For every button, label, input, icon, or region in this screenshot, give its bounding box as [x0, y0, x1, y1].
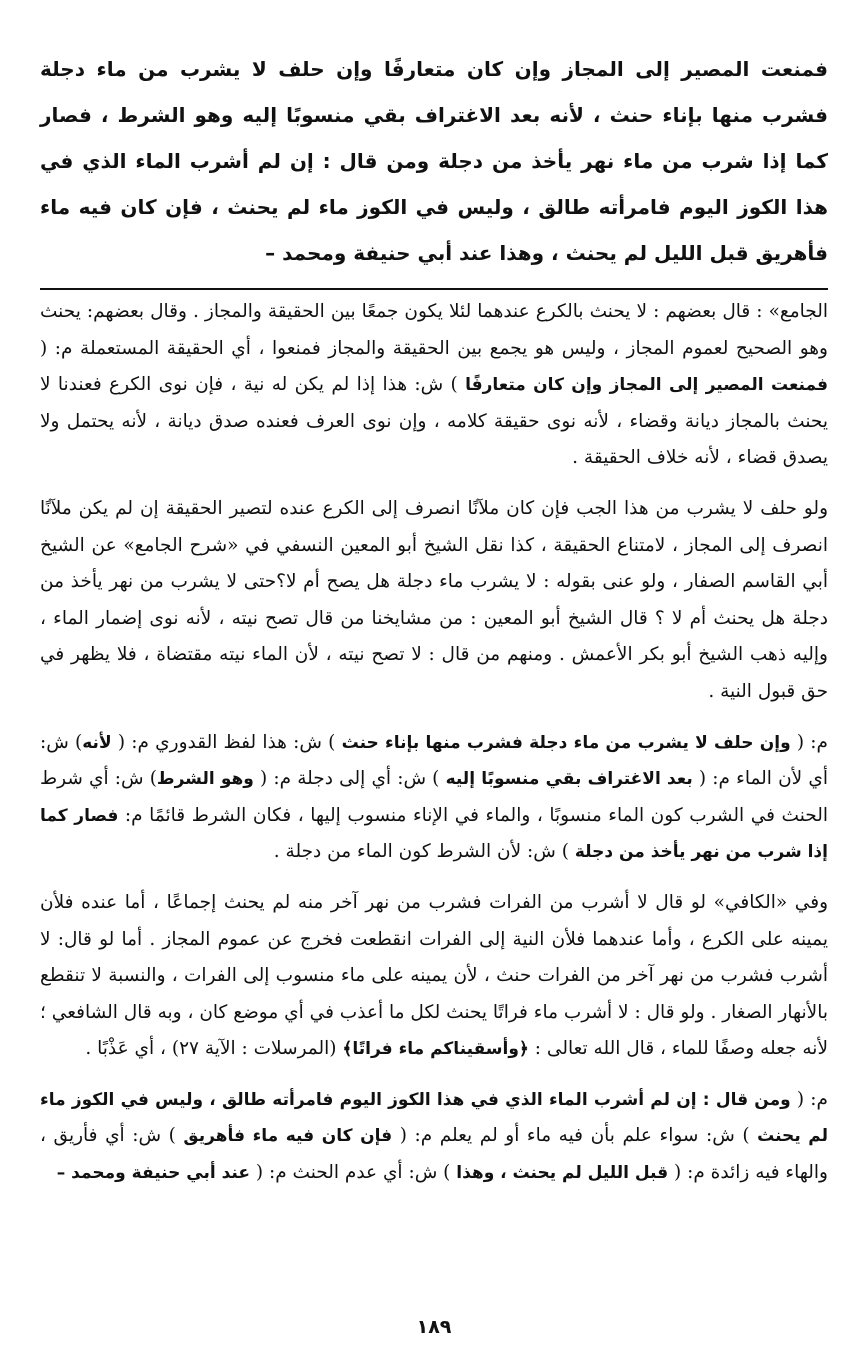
sharh-paragraph	[40, 725, 828, 871]
matn-text: فمنعت المصير إلى المجاز وإن كان متعارفًا وإن حلف لا يشرب من ماء دجلة فشرب منها بإناء حنث ، لأنه بعد الاغتراف بقي منسوبًا إليه وهو الشرط ، فصار كما إذا شرب من ماء نهر يأخذ من دجلة ومن قال : إن لم أشرب الماء الذي في هذا الكوز اليوم فامرأته طالق ، وليس في الكوز ماء لم يحنث ، فإن كان فيه ماء فأهريق قبل الليل لم يحنث ، وهذا عند أبي حنيفة ومحمد –	[40, 57, 828, 265]
sharh-text: الجامع» : قال بعضهم : لا يحنث بالكرع عندهما لئلا يكون جمعًا بين الحقيقة والمجاز . وقال بعضهم: يحنث وهو الصحيح لعموم المجاز ، وليس هو يجمع بين الحقيقة والمجاز فمنعوا ، أي الحقيقة المستعملة م: (	[40, 301, 828, 359]
sharh-paragraph	[40, 885, 828, 1068]
sharh-text: (المرسلات : الآية ٢٧) ، أي عَذْبًا .	[85, 1038, 337, 1060]
page-number: ١٨٩	[416, 1316, 452, 1338]
sharh-text: ) ش: أي عدم الحنث م: (	[255, 1162, 451, 1184]
sharh-text: ) ش: أي لأن الماء م: (	[40, 731, 828, 790]
sharh-text: وفي «الكافي» لو قال لا أشرب من الفرات فشرب من نهر آخر منه لم يحنث إجماعًا ، أما عنده فلأن يمينه على الكرع ، وأما عندهما فلأن النية إلى الفرات انقطعت فخرج عن عموم المجاز . أما لو قال: لا أشرب فشرب من نهر آخر من الفرات حنث ، لأن يمينه على ماء منسوب إلى الفرات ، والنسبة لا تنقطع بالأنهار الصغار . ولو قال : لا أشرب ماء فراتًا يحنث لكل ما أعذب في أي موضع كان ، وبه قال الشافعي ؛ لأنه جعله وصفًا للماء ، قال الله تعالى :	[40, 891, 828, 1060]
quoted-matn: وهو الشرط	[156, 769, 254, 790]
quoted-matn: فمنعت المصير إلى المجاز وإن كان متعارفًا	[465, 375, 829, 396]
sharh-text: ) ش: أي فأريق ، والهاء فيه زائدة م: (	[40, 1125, 828, 1184]
quoted-matn: فصار كما إذا شرب من نهر يأخذ من دجلة	[40, 805, 828, 863]
sharh-paragraph	[40, 294, 828, 477]
sharh-text: ) ش: أي شرط الحنث في الشرب كون الماء منسوبًا ، والماء في الإناء منسوب إليها ، فكان الشرط قائمًا م:	[40, 768, 828, 826]
quoted-matn: وإن حلف لا يشرب من ماء دجلة فشرب منها بإناء حنث	[341, 732, 791, 753]
quoted-matn: فإن كان فيه ماء فأهريق	[183, 1126, 393, 1147]
separator-line	[40, 288, 828, 290]
quran-verse: ﴿وأسقيناكم ماء فراتًا﴾	[342, 1039, 529, 1060]
sharh-text: ) ش: هذا لفظ القدوري م: (	[117, 731, 336, 753]
sharh-text: ) ش: لأن الشرط كون الماء من دجلة .	[273, 841, 569, 863]
sharh-text: ) ش: أي إلى دجلة م: (	[260, 768, 440, 790]
sharh-text: م: (	[796, 1088, 828, 1110]
quoted-matn: عند أبي حنيفة ومحمد –	[56, 1163, 250, 1184]
quoted-matn: لأنه	[82, 732, 112, 753]
sharh-paragraph	[40, 1082, 828, 1192]
sharh-commentary	[40, 294, 828, 1192]
sharh-text: ) ش: هذا إذا لم يكن له نية ، فإن نوى الكرع فعندنا لا يحنث بالمجاز ديانة وقضاء ، لأنه نوى حقيقة كلامه ، وإن نوى العرف فعنده صدق ديانة ، لأنه يحتمل ولا يصدق قضاء ، لأنه خلاف الحقيقة .	[40, 374, 828, 469]
sharh-text: ) ش: سواء علم بأن فيه ماء أو لم يعلم م: (	[399, 1125, 750, 1147]
quoted-matn: بعد الاغتراف بقي منسوبًا إليه	[445, 769, 693, 790]
sharh-text: م: (	[796, 731, 828, 753]
quoted-matn: ومن قال : إن لم أشرب الماء الذي في هذا الكوز اليوم فامرأته طالق ، وليس في الكوز ماء لم يحنث	[40, 1089, 828, 1147]
sharh-paragraph: ولو حلف لا يشرب من هذا الجب فإن كان ملآنًا انصرف إلى الكرع عنده لتصير الحقيقة إن لم يكن ملآنًا انصرف إلى المجاز ، لامتناع الحقيقة ، كذا نقل الشيخ أبو المعين النسفي في «شرح الجامع» عن الشيخ أبي القاسم الصفار ، ولو عنى بقوله : لا يشرب ماء دجلة هل يصح أم لا؟حتى لا يشرب من نهر يأخذ من دجلة هل يحنث أم لا ؟ قال الشيخ أبو المعين : من مشايخنا من قال تصح نيته ، لأنه نوى إضمار الماء ، وإليه ذهب الشيخ أبو بكر الأعمش . ومنهم من قال : لا تصح نيته ، لأن الماء نيته مقتضاة ، فلا يظهر في حق قبول النية .	[40, 497, 828, 702]
quoted-matn: قبل الليل لم يحنث ، وهذا	[456, 1163, 669, 1184]
